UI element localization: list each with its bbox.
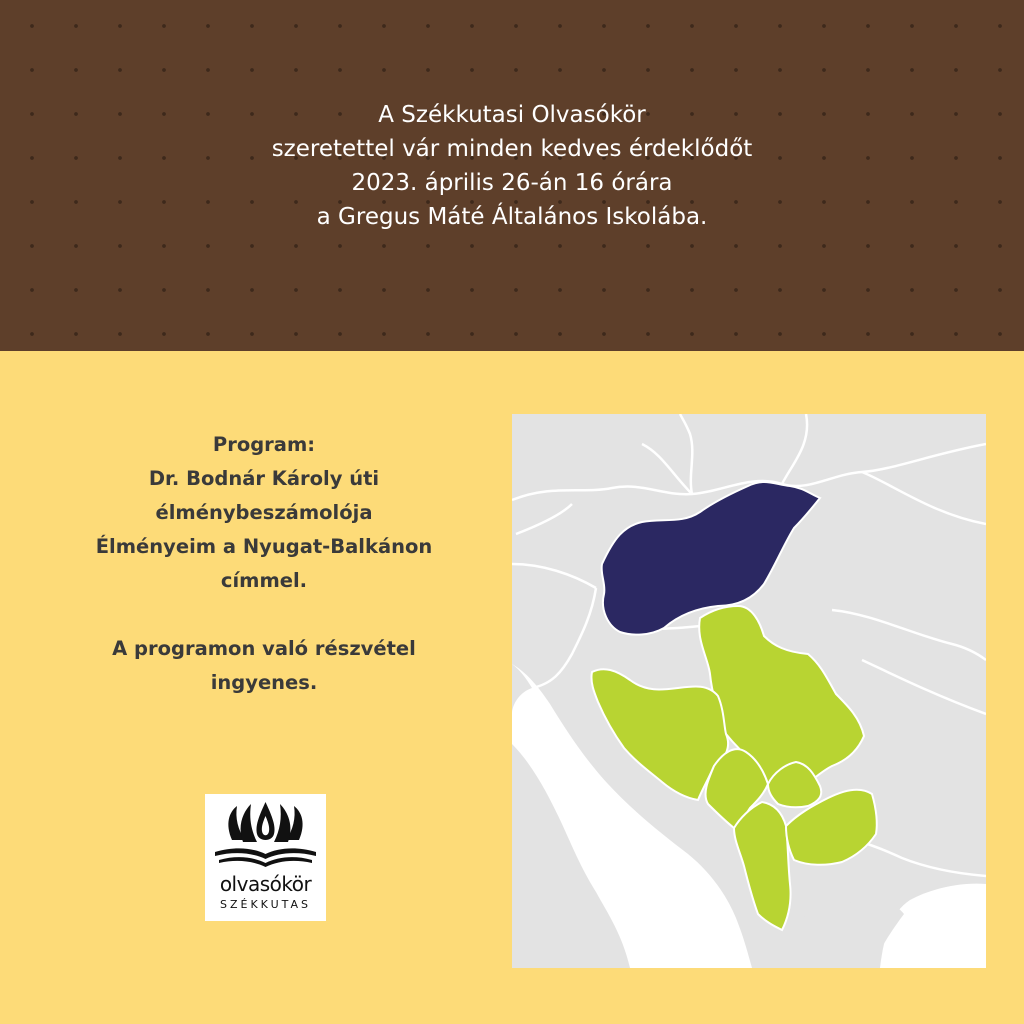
program-title: Élményeim a Nyugat-Balkánon: [95, 535, 433, 558]
invitation-line: a Gregus Máté Általános Iskolába.: [316, 204, 708, 230]
admission-note: ingyenes.: [210, 671, 318, 694]
map-graphic: [512, 414, 986, 968]
balkan-map: [512, 414, 986, 968]
program-text: [40, 428, 488, 700]
invitation-line: szeretettel vár minden kedves érdeklődőt: [271, 136, 753, 162]
admission-note: A programon való részvétel: [112, 637, 416, 660]
olvasokor-logo: [205, 794, 326, 921]
logo-wordmark: olvasókör: [219, 872, 312, 896]
header-banner: [0, 0, 1024, 351]
lotus-book-icon: [205, 794, 326, 874]
program-heading: Program:: [212, 433, 316, 456]
program-line: élménybeszámolója: [155, 501, 373, 524]
program-line: címmel.: [220, 569, 308, 592]
program-line: Dr. Bodnár Károly úti: [148, 467, 380, 490]
invitation-text: [0, 98, 1024, 234]
invitation-line: 2023. április 26-án 16 órára: [351, 170, 673, 196]
logo-town: SZÉKKUTAS: [219, 898, 312, 911]
invitation-line: A Székkutasi Olvasókör: [378, 102, 646, 128]
